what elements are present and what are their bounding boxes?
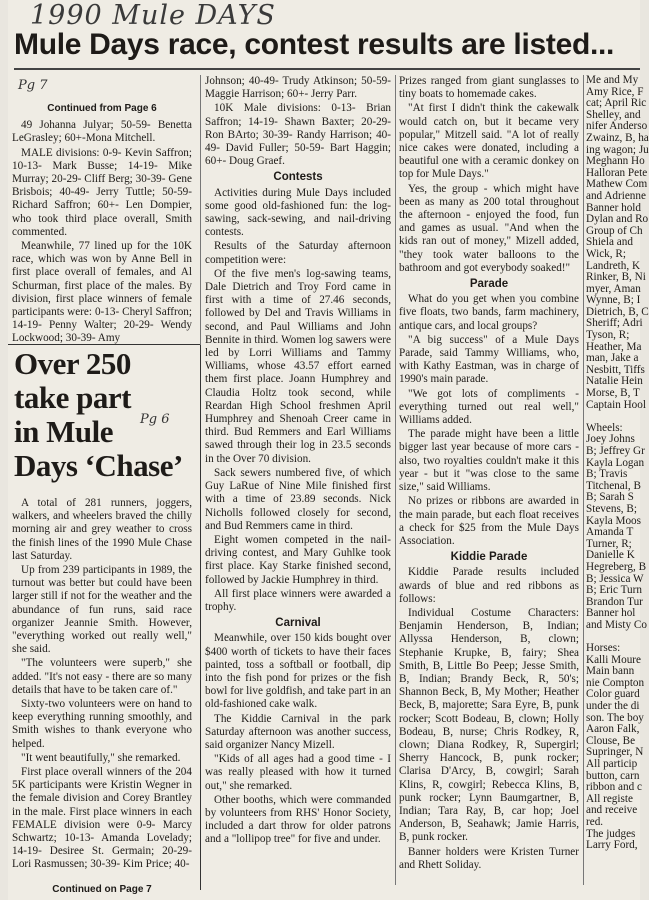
paragraph: Other booths, which were commanded by volunteers from RHS' Honor Society, included a dart throw for older patrons and a "lollipop tree" for five and under. <box>205 793 391 846</box>
paragraph: Meanwhile, 77 lined up for the 10K race, which was won by Anne Bell in first place overall of females, and Al Schurman, first place of the males. By division, first place winners of female participants were: 0-13- Cheryl Saffron; 14-19- Penny Walter; 20-29- Wendy Lockwood; 30-39- Amy <box>12 240 192 345</box>
column-4-line: cat; April Ric <box>586 97 647 110</box>
handwritten-page-note-2: Pg 6 <box>140 412 170 427</box>
headline-line: take part <box>14 380 131 415</box>
column-4-line: Danielle K <box>586 549 635 562</box>
column-4-line: Wheels: <box>586 421 623 434</box>
section-heading-carnival: Carnival <box>275 617 321 630</box>
headline-line: Over 250 <box>14 346 131 381</box>
column-4-line: and Misty Co <box>586 618 647 631</box>
column-4-line: Dylan and Ro <box>586 213 649 226</box>
continued-from-label: Continued from Page 6 <box>47 103 157 114</box>
handwritten-page-note-1: Pg 7 <box>18 78 48 93</box>
handwritten-date-note: 1990 Mule DAYS <box>30 0 276 31</box>
column-4-line: Zwainz, B, ha <box>586 131 649 144</box>
column-4-line: Me and My <box>586 74 639 86</box>
column-4-line: Heather, Ma <box>586 340 642 353</box>
column-4-line: and receive <box>586 804 638 817</box>
column-4-line: Tyson, R; <box>586 329 630 342</box>
column-4-line: Banner hol <box>586 607 636 620</box>
paragraph: A total of 281 runners, joggers, walkers, and wheelers braved the chilly morning air and grey weather to cross the finish lines of the 1990 Mule Chase last Saturday. <box>12 497 192 562</box>
column-2 <box>205 75 391 875</box>
section-heading-kiddie-parade: Kiddie Parade <box>450 551 528 564</box>
paragraph: Of the five men's log-sawing teams, Dale Dietrich and Troy Ford came in first with a time of 27.46 seconds, followed by Del and Travis Williams in second, and Paul Williams and John Bennite in third. Women log sawers were led by Lorri Williams and Tammy Williams, whose 43.57 effort earned them first place. Joann Humphrey and Claudia Holtz took second, while Reardan High School freshmen April Humphrey and Shenoah Creer came in third. Bud Remmers and Earl Williams sawed through their log in 23.5 seconds in the Over 70 division. <box>205 267 391 465</box>
column-4-line: Joey Johns <box>586 433 635 446</box>
section-heading-contests: Contests <box>273 171 323 184</box>
column-4-line: Amanda T <box>586 526 634 539</box>
column-4-line: red. <box>586 816 604 828</box>
headline-line: Days ‘Chase’ <box>14 448 183 483</box>
paragraph: First place overall winners of the 204 5K participants were Kristin Wegner in the female division and Corey Brantley in the male. First place winners in each FEMALE division were 0-9- Marcy Schwartz; 10-13- Amanda Lovelady; 14-19- Desiree St. Germain; 20-29- Lori Rasmussen; 30-39- Kim Price; 40- <box>12 766 192 871</box>
column-4-line: Hegreberg, B <box>586 560 647 573</box>
column-divider <box>200 75 201 345</box>
column-4-line: Titchenal, B <box>586 479 641 492</box>
column-4-line: B; Jeffrey Gr <box>586 445 645 457</box>
paragraph: Banner holders were Kristen Turner and Rhett Soliday. <box>399 845 579 871</box>
column-4-line: Sheriff; Adri <box>586 317 643 330</box>
paragraph: Kiddie Parade results included awards of blue and red ribbons as follows: <box>399 566 579 605</box>
column-divider <box>583 75 584 885</box>
paragraph: The Kiddie Carnival in the park Saturday afternoon was another success, said organizer Nancy Mizell. <box>205 712 391 751</box>
column-4-line: B; Jessica W <box>586 572 644 585</box>
paragraph: Prizes ranged from giant sunglasses to tiny boats to homemade cakes. <box>399 75 579 101</box>
column-4-line: son. The boy <box>586 711 644 724</box>
column-4-line: Kayla Moos <box>586 514 641 527</box>
column-4-line: Amy Rice, F <box>586 85 644 98</box>
column-4-line: Nesbitt, Tiffs <box>586 363 645 376</box>
column-4-line: man, Jake a <box>586 352 639 365</box>
paragraph: Yes, the group - which might have been as many as 200 total throughout the afternoon - enjoyed the food, fun and games as usual. "And when the kids ran out of money," Mizell added, "they took water balloons to the bathroom and got everybody soaked!" <box>399 182 579 274</box>
column-4-line: B; Travis <box>586 468 628 481</box>
column-4-line: Kayla Logan <box>586 456 645 469</box>
paragraph: Up from 239 participants in 1989, the turnout was better but could have been larger still if not for the weather and the abundance of fun runs, said race organizer Jeannie Smith. However, "everything worked out really well," she said. <box>12 564 192 656</box>
column-4-line: button, carn <box>586 769 640 782</box>
column-4-line: myer, Aman <box>586 282 641 295</box>
paragraph: "At first I didn't think the cakewalk would catch on, but it became very popular," Mitzell said. "A lot of really nice cakes were donated, including a beautiful one with a ceramic donkey on top for Mule Days." <box>399 102 579 181</box>
column-4-line: Mathew Com <box>586 178 648 191</box>
column-4-line: nifer Anderso <box>586 120 648 133</box>
column-4-line: Morse, B, T <box>586 387 640 400</box>
paragraph: Results of the Saturday afternoon competition were: <box>205 240 391 266</box>
column-4-line: ing wagon; Ju <box>586 143 649 156</box>
column-4-line: Shelley, and <box>586 108 641 121</box>
paragraph: Meanwhile, over 150 kids bought over $400 worth of tickets to have their faces painted, toss a softball or football, dip into the fish pond for prizes or the fish bowl for live goldfish, and take part in an old-fashioned cake walk. <box>205 632 391 711</box>
paragraph: 10K Male divisions: 0-13- Brian Saffron; 14-19- Shawn Baxter; 20-29- Ron BArto; 30-39- Randy Harrison; 40-49- David Fuller; 50-59- Bart Haggin; 60+- Doug Graef. <box>205 102 391 168</box>
paragraph: "We got lots of compliments - everything turned out real well," Williams added. <box>399 387 579 427</box>
column-4-line: Banner hold <box>586 201 641 214</box>
column-4-line: Kalli Moure <box>586 653 641 666</box>
column-4-line: All particip <box>586 758 638 771</box>
column-4-line: B; Eric Turn <box>586 584 642 597</box>
paragraph: No prizes or ribbons are awarded in the main parade, but each float receives a check for $25 from the Mule Days Association. <box>399 495 579 547</box>
column-4-line: Shiela and <box>586 236 633 249</box>
paragraph: Eight women competed in the nail-driving contest, and Mary Guhlke took first place. Kay Starke finished second, followed by Jackie Humphrey in third. <box>205 533 391 586</box>
newspaper-clipping <box>8 0 649 900</box>
paragraph: "A big success" of a Mule Days Parade, said Tammy Williams, who, with Kathy Eastman, was in charge of 1990's main parade. <box>399 333 579 386</box>
column-4-line: Main bann <box>586 665 635 678</box>
column-4-line: Brandon Tur <box>586 595 643 608</box>
paragraph: Individual Costume Characters: Benjamin Henderson, B, Indian; Allyssa Henderson, B, clown; Stephanie Krupke, B, fairy; Shea Smith, B, Little Bo Peep; Jesse Smith, B, Indian; Brandy Beck, R, 50's; Shannon Beck, B, My Mother; Heather Beck, B, majorette; Sara Eyre, B, punk rocker; Scott Bodeau, B, clown; Holly Bodeau, B, nurse; Chris Rodkey, R, clown; Diana Rodkey, R, Supergirl; Sherry Hancock, B, punk rocker; Clarisa D'Arcy, B, cowgirl; Sarah Klins, R, cowgirl; Rebecca Klins, B, punk rocker; Lynn Baumgartner, B, Indian; Tara Ray, B, car hop; Joel Anderson, B, Seahawk; Jamie Harris, B, punk rocker. <box>399 606 579 844</box>
column-divider <box>395 75 396 885</box>
column-4-line: Aaron Falk, <box>586 723 640 736</box>
column-4-line: ribbon and c <box>586 781 642 794</box>
paragraph: Sack sewers numbered five, of which Guy LaRue of Nine Mile finished first with a time of 23.89 seconds. Nick Nicholls followed closely for second, and Bud Remmers came in third. <box>205 466 391 532</box>
column-4-line: Group of Ch <box>586 224 643 237</box>
headline-rule <box>14 68 640 70</box>
column-4-line: nie Compton <box>586 676 645 689</box>
column-4-line: Landreth, K <box>586 259 641 272</box>
column-4-line: and Adrienne <box>586 189 646 202</box>
column-4-line: Horses: <box>586 642 621 655</box>
continued-on-label: Continued on Page 7 <box>52 884 152 895</box>
column-4-line: Dietrich, B, C <box>586 305 649 318</box>
column-4-line: Captain Hool <box>586 398 646 411</box>
column-4-line: Wick, R; <box>586 247 626 260</box>
paragraph: "It went beautifully," she remarked. <box>21 751 181 764</box>
section-heading-parade: Parade <box>469 278 509 291</box>
column-4-line: B; Sarah S <box>586 491 634 504</box>
paragraph: MALE divisions: 0-9- Kevin Saffron; 10-13- Mark Busse; 14-19- Mike Murray; 20-29- Cliff Berg; 30-39- Gene Brisbois; 40-49- Jerry Tuttle; 50-59- Richard Saffron; 60+- Len Dompier, who took third place overall, Smith commented. <box>12 146 192 238</box>
column-4-line: Halloran Pete <box>586 166 648 179</box>
paragraph: 49 Johanna Julyar; 50-59- Benetta LeGrasley; 60+-Mona Mitchell. <box>12 119 192 145</box>
paragraph: "The volunteers were superb," she added. "It's not easy - there are so many details that have to be taken care of." <box>12 657 192 696</box>
column-4-line: Meghann Ho <box>586 155 645 168</box>
paragraph: What do you get when you combine five floats, two bands, farm machinery, antique cars, and local groups? <box>399 293 579 332</box>
column-4-line: Larry Ford, <box>586 839 638 852</box>
main-headline: Mule Days race, contest results are listed... <box>14 28 615 61</box>
paragraph: Sixty-two volunteers were on hand to keep everything running smoothly, and Smith wishes to thank everyone who helped. <box>12 698 192 750</box>
paragraph: Activities during Mule Days included some good old-fashioned fun: the log-sawing, sack-sewing, and nail-driving contests. <box>205 186 391 239</box>
paragraph: All first place winners were awarded a trophy. <box>205 587 391 613</box>
column-4-line: The judges <box>586 827 636 840</box>
column-4-line: under the di <box>586 700 640 713</box>
paragraph: "Kids of all ages had a good time - I was really pleased with how it turned out," she remarked. <box>205 753 391 792</box>
paragraph: Johnson; 40-49- Trudy Atkinson; 50-59- Maggie Harrison; 60+- Jerry Parr. <box>205 75 391 101</box>
story-2-body <box>12 497 192 885</box>
column-4-line: All registe <box>586 792 633 805</box>
column-4-line: Natalie Hein <box>586 375 643 388</box>
headline-line: in Mule <box>14 414 113 449</box>
paragraph: The parade might have been a little bigger last year because of more cars - also, two royalties couldn't make it this year - but it "was close to the same size," said Williams. <box>399 428 579 494</box>
column-4-line: Wynne, B; I <box>586 294 641 307</box>
story-2-headline <box>14 347 200 483</box>
column-4-line: Stevens, B; <box>586 502 637 515</box>
column-4-line: Turner, R; <box>586 537 632 550</box>
column-4-line: Clouse, Be <box>586 734 636 747</box>
column-4-line: Rinker, B, Ni <box>586 271 646 284</box>
column-4-line: Supringer, N <box>586 746 644 759</box>
column-1-top <box>12 100 192 348</box>
column-4-cropped <box>586 74 649 875</box>
column-4-line: Color guard <box>586 688 640 701</box>
column-3 <box>399 75 579 875</box>
